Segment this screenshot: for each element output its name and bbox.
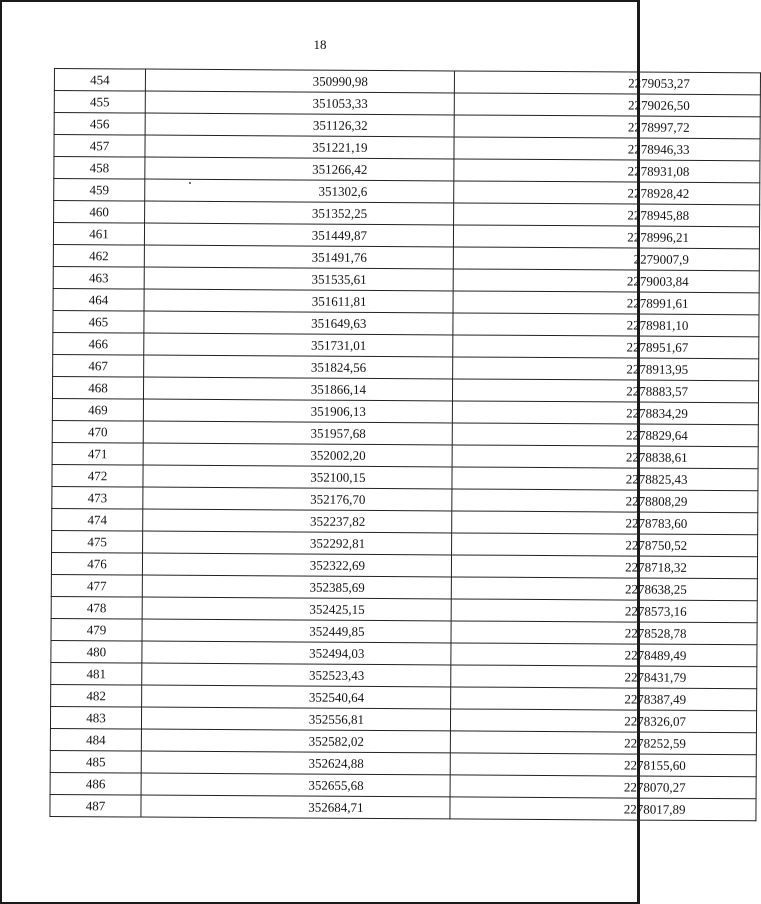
y-coordinate-cell: 2278489,49 (451, 643, 757, 667)
point-number-cell: 468 (52, 376, 143, 399)
point-number-cell: 457 (54, 135, 145, 158)
x-coordinate-cell: 351535,61 (144, 267, 453, 291)
point-number-cell: 483 (50, 706, 141, 729)
point-number-cell: 454 (54, 69, 145, 92)
coordinates-table-body (50, 69, 761, 821)
point-number-cell: 472 (52, 464, 143, 487)
x-coordinate-cell: 351491,76 (144, 245, 453, 269)
x-coordinate-cell: 352237,82 (143, 509, 452, 533)
y-coordinate-cell: 2278825,43 (452, 467, 758, 491)
y-coordinate-cell: 2279053,27 (454, 71, 760, 95)
x-coordinate-cell: 352322,69 (142, 553, 451, 577)
x-coordinate-cell: 352449,85 (142, 619, 451, 643)
x-coordinate-cell: 351053,33 (145, 91, 454, 115)
x-coordinate-cell: 352655,68 (141, 773, 450, 797)
table-row (50, 794, 756, 820)
x-coordinate-cell: 351352,25 (145, 201, 454, 225)
y-coordinate-cell: 2278252,59 (450, 731, 756, 755)
point-number-cell: 487 (50, 794, 141, 817)
y-coordinate-cell: 2278155,60 (450, 753, 756, 777)
y-coordinate-cell: 2278913,95 (453, 357, 759, 381)
y-coordinate-cell: 2278573,16 (451, 599, 757, 623)
x-coordinate-cell: 352624,88 (141, 751, 450, 775)
x-coordinate-cell: 351866,14 (143, 377, 452, 401)
y-coordinate-cell: 2278946,33 (454, 137, 760, 161)
x-coordinate-cell: 351449,87 (144, 223, 453, 247)
y-coordinate-cell: 2278838,61 (452, 445, 758, 469)
point-number-cell: 469 (52, 398, 143, 421)
x-coordinate-cell: 352540,64 (142, 685, 451, 709)
x-coordinate-cell: 351906,13 (143, 399, 452, 423)
x-coordinate-cell: 352385,69 (142, 575, 451, 599)
y-coordinate-cell: 2278931,08 (454, 159, 760, 183)
x-coordinate-cell: 351126,32 (145, 113, 454, 137)
y-coordinate-cell: 2278528,78 (451, 621, 757, 645)
y-coordinate-cell: 2279003,84 (453, 269, 759, 293)
point-number-cell: 474 (52, 508, 143, 531)
point-number-cell: 465 (53, 310, 144, 333)
point-number-cell: 475 (52, 530, 143, 553)
x-coordinate-cell: 352684,71 (141, 795, 450, 819)
x-coordinate-cell: 352100,15 (143, 465, 452, 489)
point-number-cell: 459 (54, 179, 145, 202)
point-number-cell: 464 (53, 288, 144, 311)
y-coordinate-cell: 2279007,9 (453, 247, 759, 271)
point-number-cell: 479 (51, 618, 142, 641)
point-number-cell: 466 (53, 332, 144, 355)
x-coordinate-cell: 351221,19 (145, 135, 454, 159)
point-number-cell: 461 (53, 223, 144, 246)
x-coordinate-cell: 352425,15 (142, 597, 451, 621)
point-number-cell: 477 (51, 574, 142, 597)
x-coordinate-cell: 351302,6 (145, 179, 454, 203)
x-coordinate-cell: 352582,02 (141, 729, 450, 753)
y-coordinate-cell: 2278991,61 (453, 291, 759, 315)
y-coordinate-cell: 2278070,27 (450, 775, 756, 799)
y-coordinate-cell: 2278928,42 (454, 181, 760, 205)
y-coordinate-cell: 2278951,67 (453, 335, 759, 359)
point-number-cell: 470 (52, 420, 143, 443)
y-coordinate-cell: 2278387,49 (451, 687, 757, 711)
point-number-cell: 486 (50, 772, 141, 795)
y-coordinate-cell: 2278638,25 (451, 577, 757, 601)
point-number-cell: 471 (52, 442, 143, 465)
point-number-cell: 463 (53, 266, 144, 289)
point-number-cell: 456 (54, 113, 145, 136)
x-coordinate-cell: 352292,81 (143, 531, 452, 555)
y-coordinate-cell: 2278883,57 (452, 379, 758, 403)
point-number-cell: 467 (53, 354, 144, 377)
point-number-cell: 478 (51, 596, 142, 619)
point-number-cell: 460 (54, 201, 145, 224)
x-coordinate-cell: 351649,63 (144, 311, 453, 335)
y-coordinate-cell: 2279026,50 (454, 93, 760, 117)
y-coordinate-cell: 2278750,52 (452, 533, 758, 557)
point-number-cell: 476 (51, 552, 142, 575)
x-coordinate-cell: 351611,81 (144, 289, 453, 313)
y-coordinate-cell: 2278017,89 (450, 797, 756, 821)
x-coordinate-cell: 351731,01 (144, 333, 453, 357)
x-coordinate-cell: 352523,43 (142, 663, 451, 687)
point-number-cell: 455 (54, 91, 145, 114)
x-coordinate-cell: 351824,56 (144, 355, 453, 379)
y-coordinate-cell: 2278718,32 (451, 555, 757, 579)
x-coordinate-cell: 352556,81 (141, 707, 450, 731)
point-number-cell: 473 (52, 486, 143, 509)
point-number-cell: 481 (51, 662, 142, 685)
point-number-cell: 485 (50, 750, 141, 773)
y-coordinate-cell: 2278981,10 (453, 313, 759, 337)
y-coordinate-cell: 2278996,21 (453, 225, 759, 249)
x-coordinate-cell: 351266,42 (145, 157, 454, 181)
x-coordinate-cell: 350990,98 (145, 69, 454, 93)
y-coordinate-cell: 2278829,64 (452, 423, 758, 447)
point-number-cell: 462 (53, 244, 144, 267)
x-coordinate-cell: 352494,03 (142, 641, 451, 665)
point-number-cell: 480 (51, 640, 142, 663)
point-number-cell: 458 (54, 157, 145, 180)
x-coordinate-cell: 352176,70 (143, 487, 452, 511)
y-coordinate-cell: 2278945,88 (454, 203, 760, 227)
point-number-cell: 484 (50, 728, 141, 751)
y-coordinate-cell: 2278783,60 (452, 511, 758, 535)
y-coordinate-cell: 2278834,29 (452, 401, 758, 425)
y-coordinate-cell: 2278808,29 (452, 489, 758, 513)
x-coordinate-cell: 351957,68 (143, 421, 452, 445)
y-coordinate-cell: 2278326,07 (450, 709, 756, 733)
x-coordinate-cell: 352002,20 (143, 443, 452, 467)
y-coordinate-cell: 2278997,72 (454, 115, 760, 139)
coordinates-table (49, 68, 761, 821)
page-number: 18 (313, 37, 327, 52)
y-coordinate-cell: 2278431,79 (451, 665, 757, 689)
point-number-cell: 482 (51, 684, 142, 707)
